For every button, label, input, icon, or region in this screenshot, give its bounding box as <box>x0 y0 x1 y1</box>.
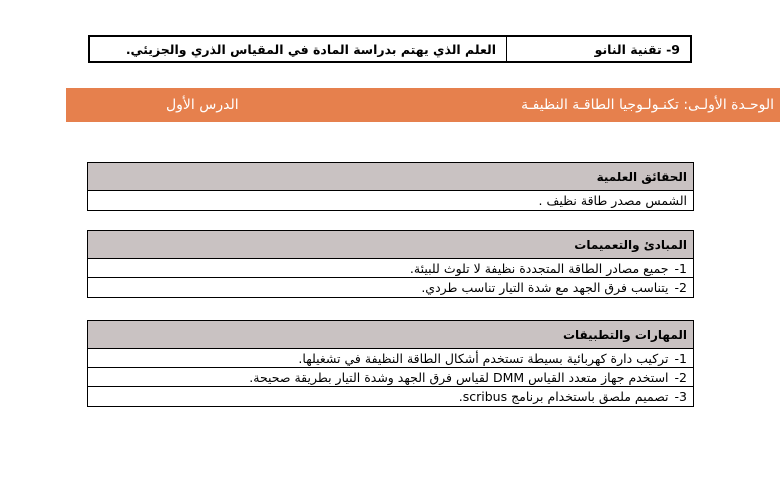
unit-title: الوحـدة الأولـى: تكنـولـوجيا الطاقـة النظيفـة <box>521 97 774 113</box>
item-number: 2- <box>674 280 687 295</box>
item-text: الشمس مصدر طاقة نظيف . <box>538 193 687 208</box>
lesson-title: الدرس الأول <box>166 97 239 113</box>
list-item <box>88 278 693 297</box>
skills-section <box>87 320 694 407</box>
item-text: تركيب دارة كهربائية بسيطة تستخدم أشكال الطاقة النظيفة في تشغيلها. <box>298 350 669 366</box>
list-item <box>88 259 693 278</box>
item-number: 1- <box>674 350 687 366</box>
definition-cell: العلم الذي يهتم بدراسة المادة في المقياس الذري والجزيئي. <box>125 41 496 57</box>
facts-section <box>87 162 694 211</box>
item-text: جميع مصادر الطاقة المتجددة نظيفة لا تلوث للبيئة. <box>409 260 669 276</box>
item-text: استخدم جهاز متعدد القياس DMM لقياس فرق الجهد وشدة التيار بطريقة صحيحة. <box>249 369 669 385</box>
list-item <box>88 349 693 368</box>
item-text: تصميم ملصق باستخدام برنامج scribus. <box>458 389 669 404</box>
item-number: 3- <box>674 389 687 404</box>
principles-section <box>87 230 694 298</box>
item-text: يتناسب فرق الجهد مع شدة التيار تناسب طردي. <box>421 280 669 295</box>
list-item <box>88 387 693 406</box>
unit-header-bar <box>66 88 780 122</box>
facts-section-title: الحقائق العلمية <box>88 163 693 191</box>
list-item <box>88 191 693 210</box>
skills-section-title: المهارات والتطبيقات <box>88 321 693 349</box>
term-cell: 9- تقنية النانو <box>506 37 690 61</box>
list-item <box>88 368 693 387</box>
item-number: 2- <box>674 369 687 385</box>
definition-table-row <box>88 35 692 63</box>
item-number: 1- <box>674 260 687 276</box>
principles-section-title: المبادئ والتعميمات <box>88 231 693 259</box>
